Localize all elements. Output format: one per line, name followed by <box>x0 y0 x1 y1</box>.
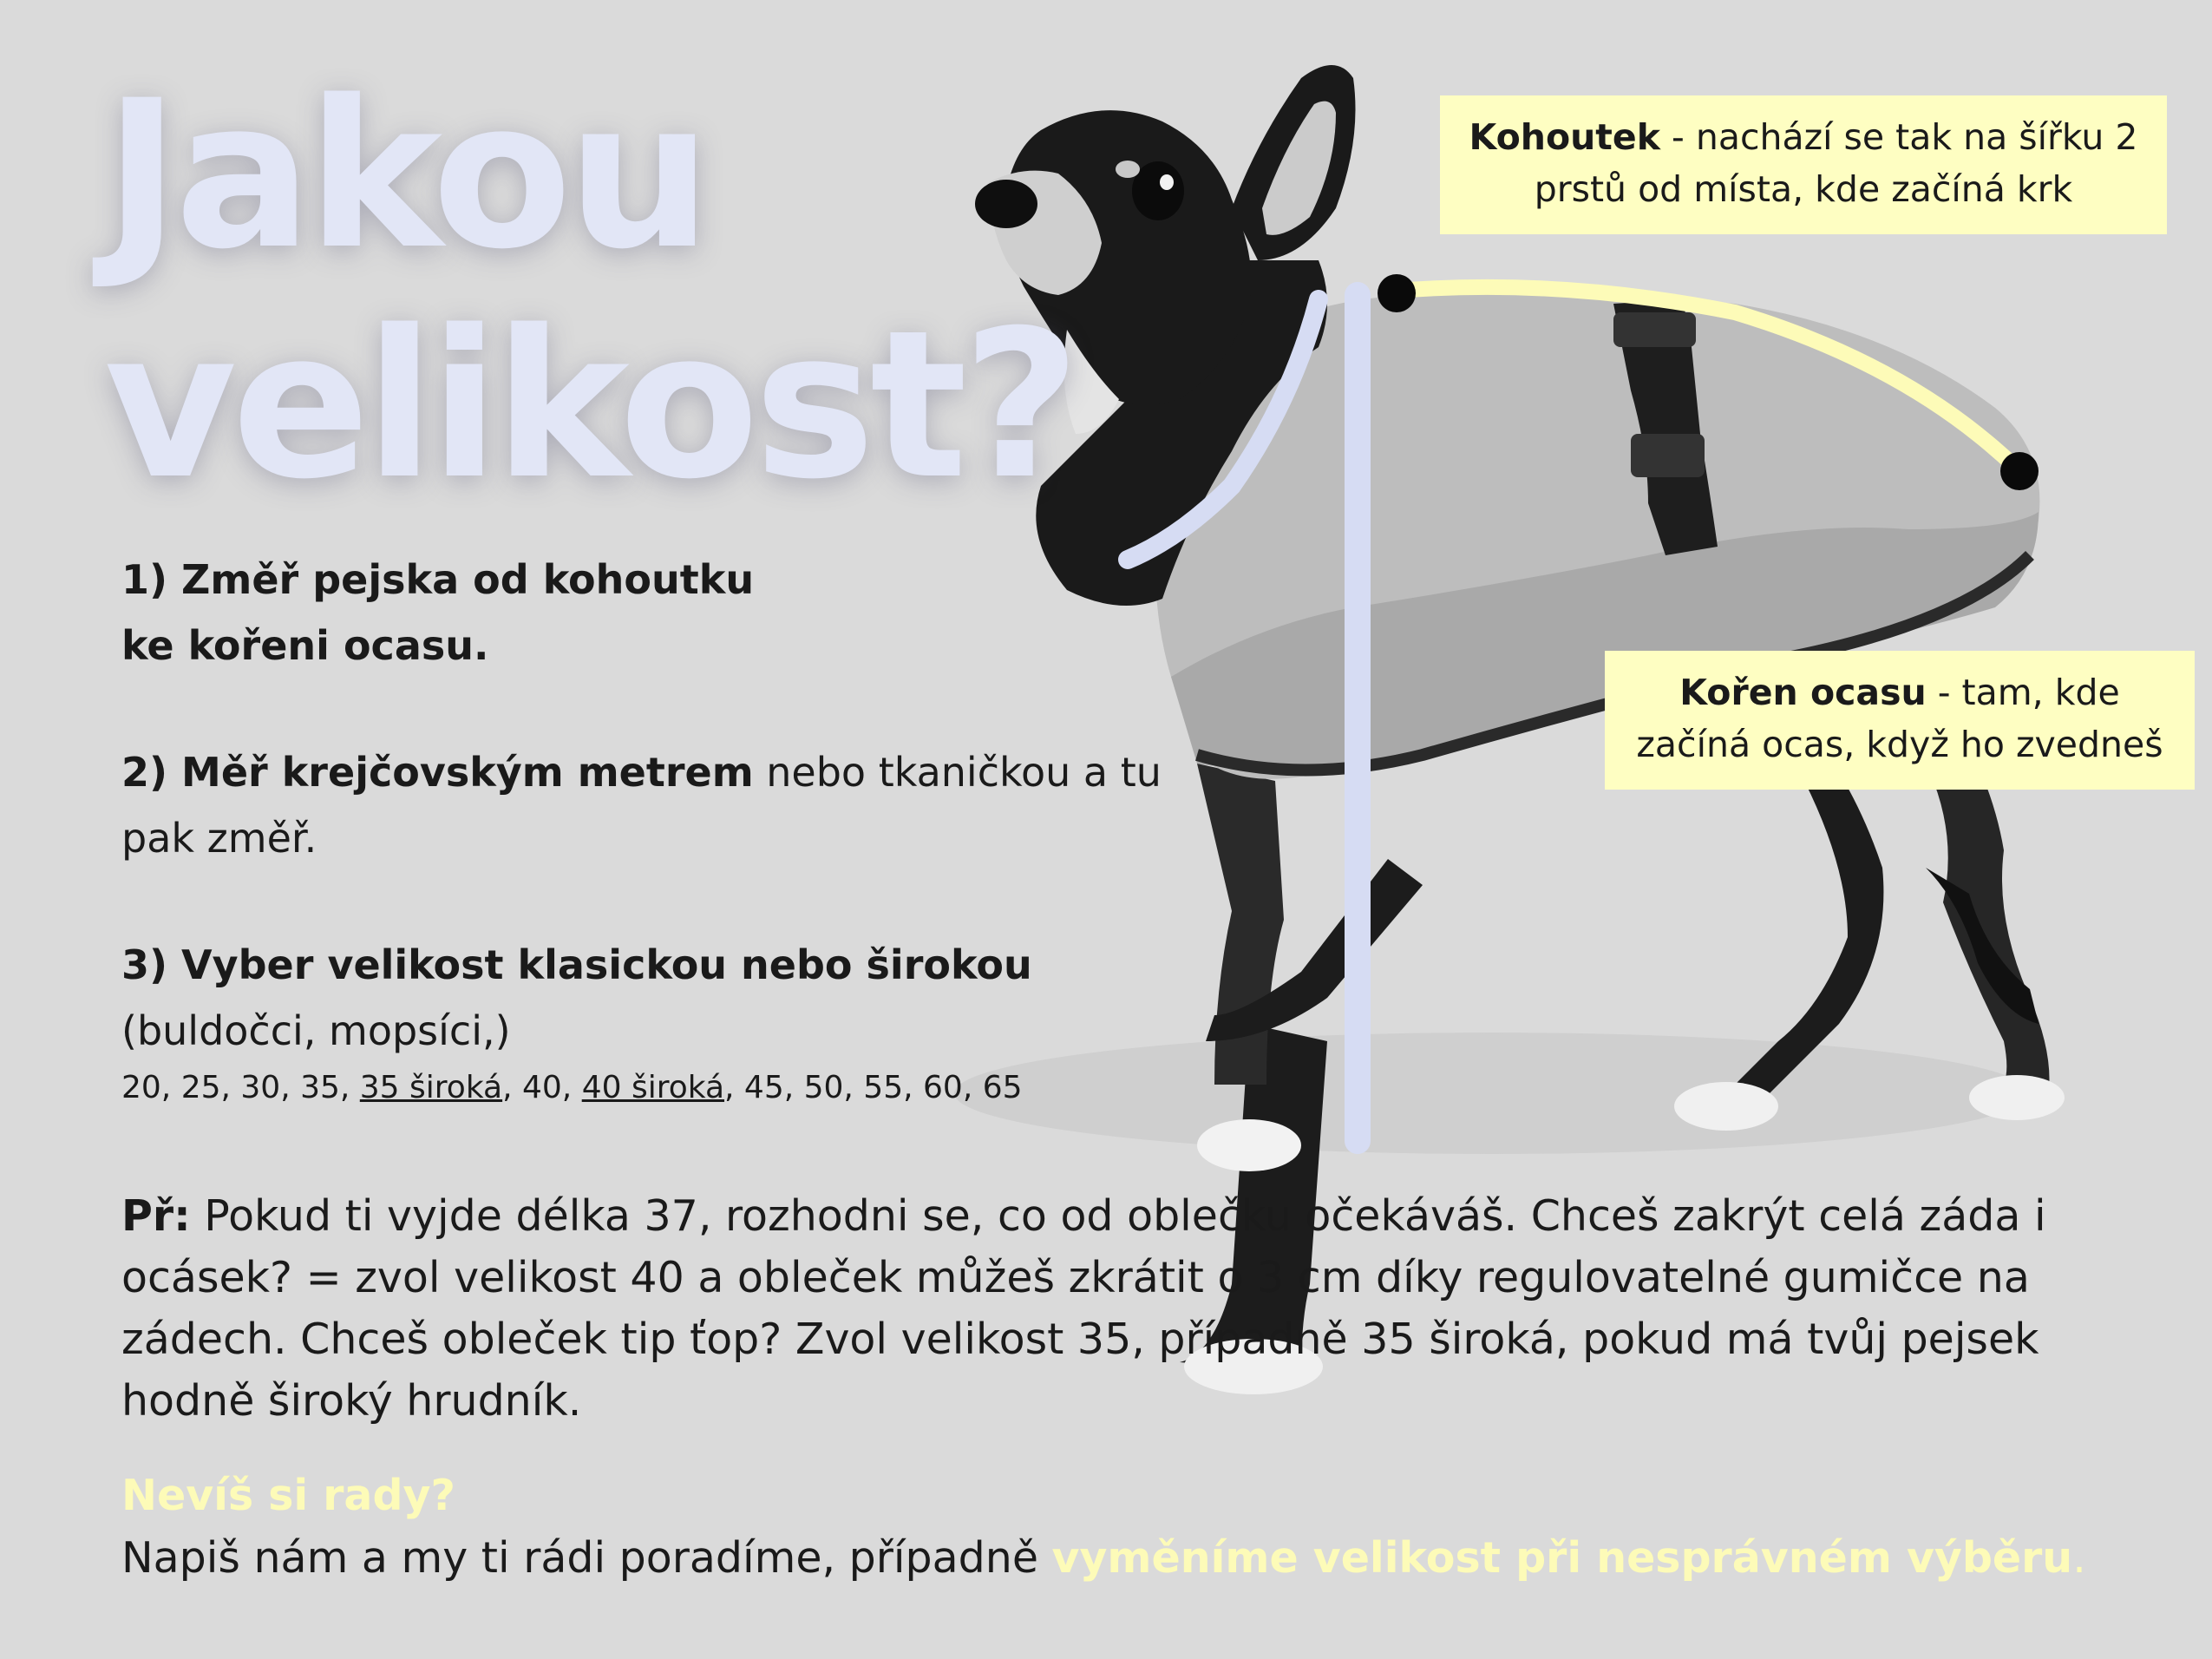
callout-withers <box>1440 95 2167 234</box>
help-heading: Nevíš si rady? <box>121 1471 455 1520</box>
size-list <box>121 1064 1214 1112</box>
callout-tail-text: - tam, kde začíná ocas, když ho zvedneš <box>1636 672 2163 765</box>
step-2-bold: 2) Měř krejčovským metrem <box>121 749 754 796</box>
callout-tail <box>1605 651 2195 790</box>
size-wide-40: 40 široká <box>581 1070 725 1105</box>
callout-withers-text: - nachází se tak na šířku 2 prstů od místa, kde začíná krk <box>1534 116 2138 210</box>
help-text: Napiš nám a my ti rádi poradíme, případně <box>121 1533 1052 1583</box>
help-highlight: vyměníme velikost při nesprávném výběru <box>1051 1533 2073 1583</box>
step-2 <box>121 739 1214 871</box>
steps-list <box>121 547 1214 1173</box>
step-3-note: (buldočci, mopsíci,) <box>121 1007 511 1054</box>
size-wide-35: 35 široká <box>359 1070 503 1105</box>
help-end: . <box>2072 1533 2086 1583</box>
step-3 <box>121 932 1214 1112</box>
title-line-2: velikost? <box>104 287 1076 524</box>
example-paragraph <box>121 1185 2099 1432</box>
step-1-line-1: 1) Změř pejska od kohoutku <box>121 556 755 603</box>
help-section <box>121 1465 2117 1590</box>
callout-tail-title: Kořen ocasu <box>1679 672 1927 713</box>
title-line-1: Jakou <box>104 57 707 294</box>
size-list-a: 20, 25, 30, 35, <box>121 1070 360 1105</box>
page-title <box>104 57 1076 524</box>
step-1-line-2: ke kořeni ocasu. <box>121 622 489 669</box>
step-2-text: nebo tkaničkou a tu pak změř. <box>121 749 1162 862</box>
example-text: Pokud ti vyjde délka 37, rozhodni se, co od oblečku očekáváš. Chceš zakrýt celá záda i ocásek? = zvol velikost 40 a obleček můžeš zkrátit o 3 cm díky regulovatelné gumičce na zádech. Chceš obleček tip ťop? Zvol velikost 35, případně 35 široká, pokud má tvůj pejsek hodně široký hrudník. <box>121 1191 2046 1426</box>
size-list-b: , 40, <box>502 1070 582 1105</box>
step-1 <box>121 547 1214 679</box>
step-3-bold: 3) Vyber velikost klasickou nebo širokou <box>121 941 1032 988</box>
size-list-c: , 45, 50, 55, 60, 65 <box>724 1070 1023 1105</box>
example-label: Př: <box>121 1191 191 1241</box>
callout-withers-title: Kohoutek <box>1469 116 1660 158</box>
